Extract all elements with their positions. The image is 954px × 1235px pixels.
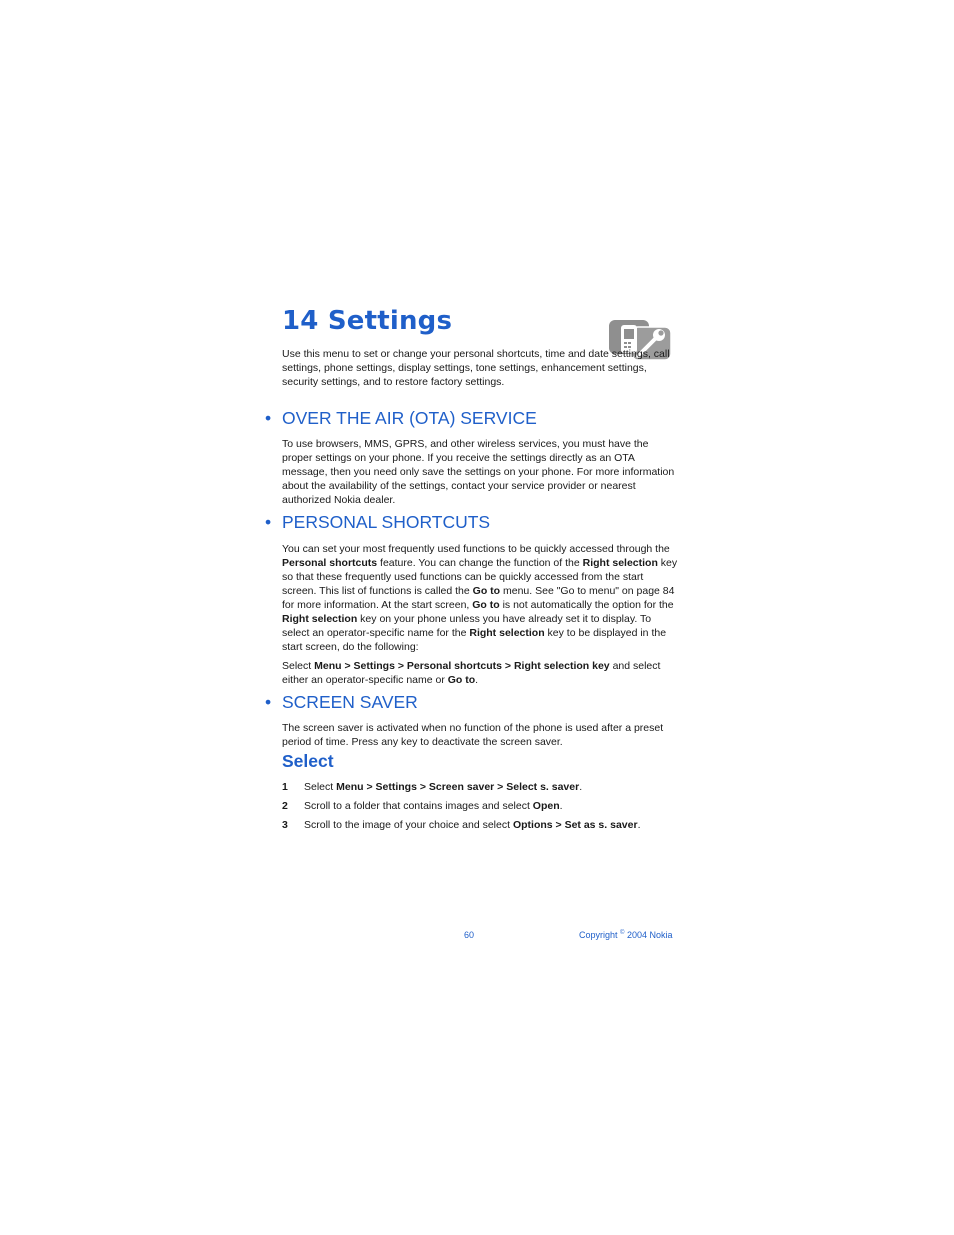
- text-run: Scroll to the image of your choice and select: [304, 819, 513, 831]
- text-run: Scroll to a folder that contains images and select: [304, 800, 533, 812]
- text-run: Select: [304, 781, 337, 793]
- text-run: You can set your most frequently used functions to be quickly accessed through the: [282, 543, 670, 555]
- copyright-symbol: ©: [620, 930, 625, 936]
- step-item: [282, 780, 682, 794]
- chapter-intro: Use this menu to set or change your personal shortcuts, time and date settings, call settings, phone settings, display settings, tone settings, enhancement settings, security settings, and to restore factory settings.: [282, 348, 670, 388]
- copyright-notice: [579, 930, 673, 940]
- section-bullet: •: [265, 408, 272, 428]
- menu-path: Menu > Settings > Personal shortcuts > Right selection key: [314, 660, 610, 672]
- section-heading-shortcuts-text: PERSONAL SHORTCUTS: [282, 512, 491, 532]
- section-heading-shortcuts: [265, 512, 490, 533]
- text-run: feature. You can change the function of the: [377, 557, 583, 569]
- step-number: 1: [282, 781, 288, 793]
- section-bullet: •: [265, 692, 272, 712]
- menu-term: Personal shortcuts: [282, 557, 378, 569]
- menu-term: Right selection: [282, 613, 358, 625]
- text-run: key on your phone unless you have already set it to display. To select an operator-specific name for the: [282, 613, 652, 639]
- text-run: menu. See "Go to menu" on page 84 for more information. At the start screen,: [282, 585, 675, 611]
- text-run: .: [579, 781, 583, 793]
- text-run: is not automatically the option for the: [499, 599, 674, 611]
- page-number: 60: [464, 930, 475, 940]
- menu-term: Go to: [472, 599, 500, 611]
- step-item: [282, 799, 682, 813]
- text-run: .: [475, 674, 479, 686]
- text-run: key so that these frequently used functions can be quickly accessed from the start screen. This list of functions is called the: [282, 557, 678, 597]
- shortcuts-instruction: [282, 659, 680, 687]
- step-number: 3: [282, 819, 288, 831]
- menu-term: Right selection: [582, 557, 658, 569]
- section-heading-screen-saver: [265, 692, 418, 713]
- menu-term: Go to: [472, 585, 501, 597]
- text-run: 2004 Nokia: [624, 930, 673, 940]
- screen-saver-paragraph: The screen saver is activated when no function of the phone is used after a preset period of time. Press any key to deactivate the screen saver.: [282, 722, 664, 748]
- ota-paragraph: To use browsers, MMS, GPRS, and other wireless services, you must have the proper settings on your phone. If you receive the settings directly as an OTA message, then you need only save the settings on your phone. For more information about the availability of the settings, contact your service provider or nearest authorized Nokia dealer.: [282, 438, 675, 506]
- section-heading-screen-saver-text: SCREEN SAVER: [282, 692, 418, 712]
- section-heading-ota: [265, 408, 537, 429]
- step-item: [282, 818, 682, 832]
- text-run: and select either an operator-specific name or: [282, 660, 661, 686]
- text-run: .: [637, 819, 641, 831]
- chapter-title: 14 Settings: [282, 306, 453, 336]
- menu-term: Right selection: [469, 627, 545, 639]
- menu-term: Open: [532, 800, 560, 812]
- text-run: Copyright: [579, 930, 621, 940]
- step-number: 2: [282, 800, 288, 812]
- subheading-select: Select: [282, 751, 334, 771]
- menu-path: Options > Set as s. saver: [512, 819, 638, 831]
- menu-term: Go to: [447, 674, 476, 686]
- shortcuts-paragraph: [282, 542, 680, 654]
- section-heading-ota-text: OVER THE AIR (OTA) SERVICE: [282, 408, 537, 428]
- section-bullet: •: [265, 512, 272, 532]
- text-run: key to be displayed in the start screen, do the following:: [282, 627, 667, 653]
- text-run: .: [559, 800, 563, 812]
- text-run: Select: [282, 660, 315, 672]
- menu-path: Menu > Settings > Screen saver > Select s. saver: [336, 781, 580, 793]
